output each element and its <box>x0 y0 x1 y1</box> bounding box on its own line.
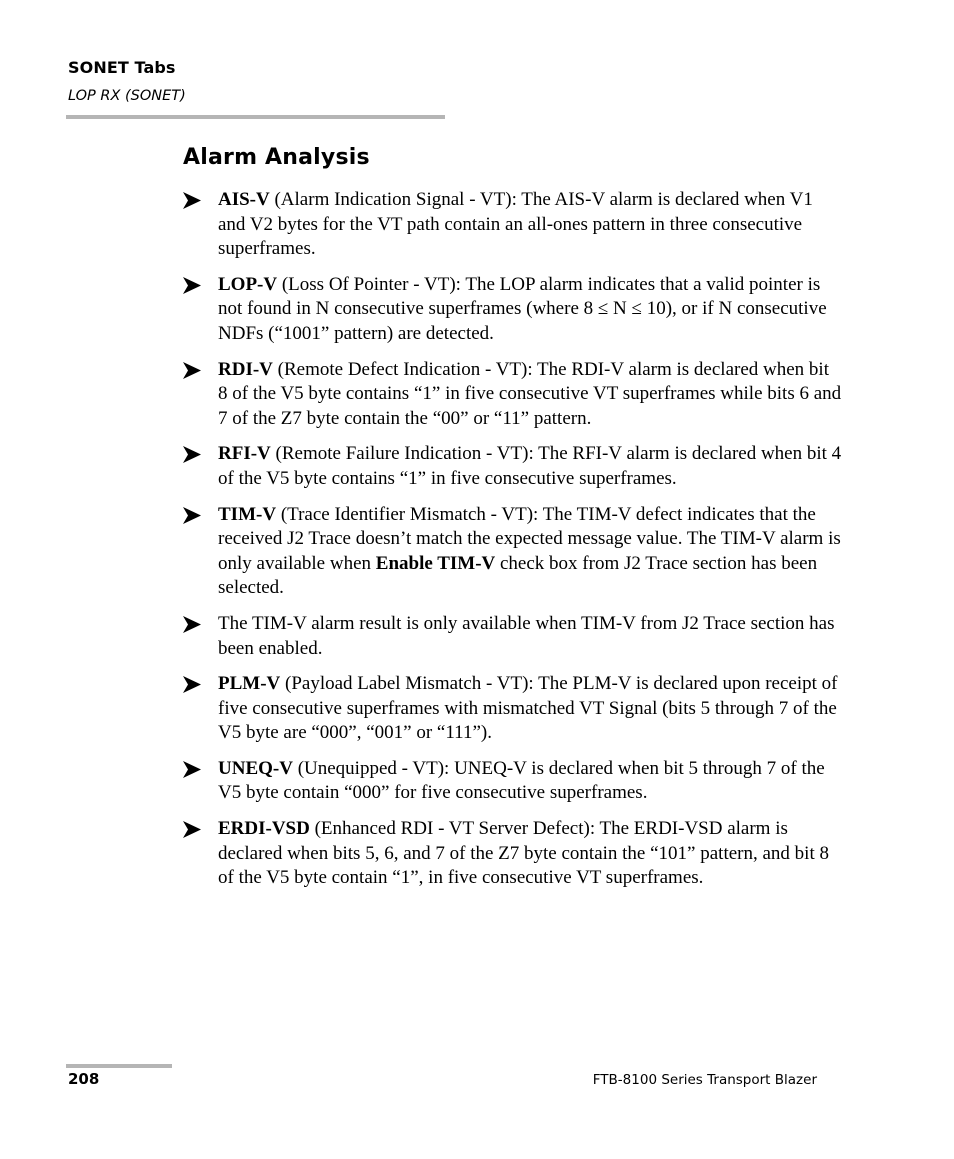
list-item <box>183 672 843 746</box>
list-item <box>183 188 843 262</box>
arrowhead-bullet-icon <box>183 507 201 524</box>
alarm-term: TIM-V <box>218 503 277 525</box>
arrowhead-bullet-icon <box>183 446 201 463</box>
alarm-term: PLM-V <box>218 673 281 695</box>
list-item <box>183 612 843 661</box>
alarm-term: RFI-V <box>218 443 271 465</box>
arrowhead-bullet-icon <box>183 761 201 778</box>
alarm-description: (Enhanced RDI - VT Server Defect): The ERDI-VSD alarm is declared when bits 5, 6, and 7 of the Z7 byte contain the “101” pattern, and bit 8 of the V5 byte contain “1”, in five consecutive VT superframes. <box>218 818 829 889</box>
alarm-description: (Payload Label Mismatch - VT): The PLM-V is declared upon receipt of five consecutive superframes with mismatched VT Signal (bits 5 through 7 of the V5 byte are “000”, “001” or “111”). <box>218 673 838 744</box>
list-item <box>183 757 843 806</box>
arrowhead-bullet-icon <box>183 192 201 209</box>
arrowhead-bullet-icon <box>183 676 201 693</box>
running-header-title: SONET Tabs <box>68 58 176 77</box>
arrowhead-bullet-icon <box>183 821 201 838</box>
alarm-note: The TIM-V alarm result is only available when TIM-V from J2 Trace section has been enabled. <box>218 612 835 659</box>
alarm-description: (Unequipped - VT): UNEQ-V is declared when bit 5 through 7 of the V5 byte contain “000” for five consecutive superframes. <box>218 757 825 804</box>
arrowhead-bullet-icon <box>183 362 201 379</box>
alarm-term: RDI-V <box>218 358 273 380</box>
list-item <box>183 358 843 432</box>
page-number: 208 <box>68 1070 100 1088</box>
alarm-description: (Remote Failure Indication - VT): The RFI-V alarm is declared when bit 4 of the V5 byte contains “1” in five consecutive superframes. <box>218 443 842 489</box>
alarm-description: (Loss Of Pointer - VT): The LOP alarm indicates that a valid pointer is not found in N consecutive superframes (where 8 ≤ N ≤ 10), or if N consecutive NDFs (“1001” pattern) are detected. <box>218 273 827 344</box>
alarm-list <box>183 188 843 902</box>
header-rule <box>66 115 445 119</box>
arrowhead-bullet-icon <box>183 616 201 633</box>
alarm-term: ERDI-VSD <box>218 818 310 840</box>
arrowhead-bullet-icon <box>183 277 201 294</box>
list-item <box>183 442 843 491</box>
alarm-description: (Remote Defect Indication - VT): The RDI-V alarm is declared when bit 8 of the V5 byte contains “1” in five consecutive VT superframes while bits 6 and 7 of the Z7 byte contain the “00” or “11” pattern. <box>218 358 842 429</box>
alarm-description: (Alarm Indication Signal - VT): The AIS-V alarm is declared when V1 and V2 bytes for the VT path contain an all-ones pattern in three consecutive superframes. <box>218 189 813 260</box>
alarm-term: UNEQ-V <box>218 757 293 779</box>
alarm-description-continued: check box from J2 Trace section has been selected. <box>218 552 818 599</box>
ui-option-name: Enable TIM-V <box>375 552 496 574</box>
footer-rule <box>66 1064 172 1068</box>
footer-title: FTB-8100 Series Transport Blazer <box>592 1072 817 1088</box>
alarm-term: LOP-V <box>218 273 278 295</box>
list-item <box>183 817 843 891</box>
alarm-term: AIS-V <box>218 189 270 210</box>
alarm-description: (Trace Identifier Mismatch - VT): The TIM-V defect indicates that the received J2 Trace doesn’t match the expected message value. The TIM-V alarm is only available when <box>218 503 841 574</box>
section-title: Alarm Analysis <box>183 145 370 170</box>
running-header-subtitle: LOP RX (SONET) <box>68 88 186 104</box>
list-item <box>183 273 843 347</box>
list-item <box>183 503 843 601</box>
